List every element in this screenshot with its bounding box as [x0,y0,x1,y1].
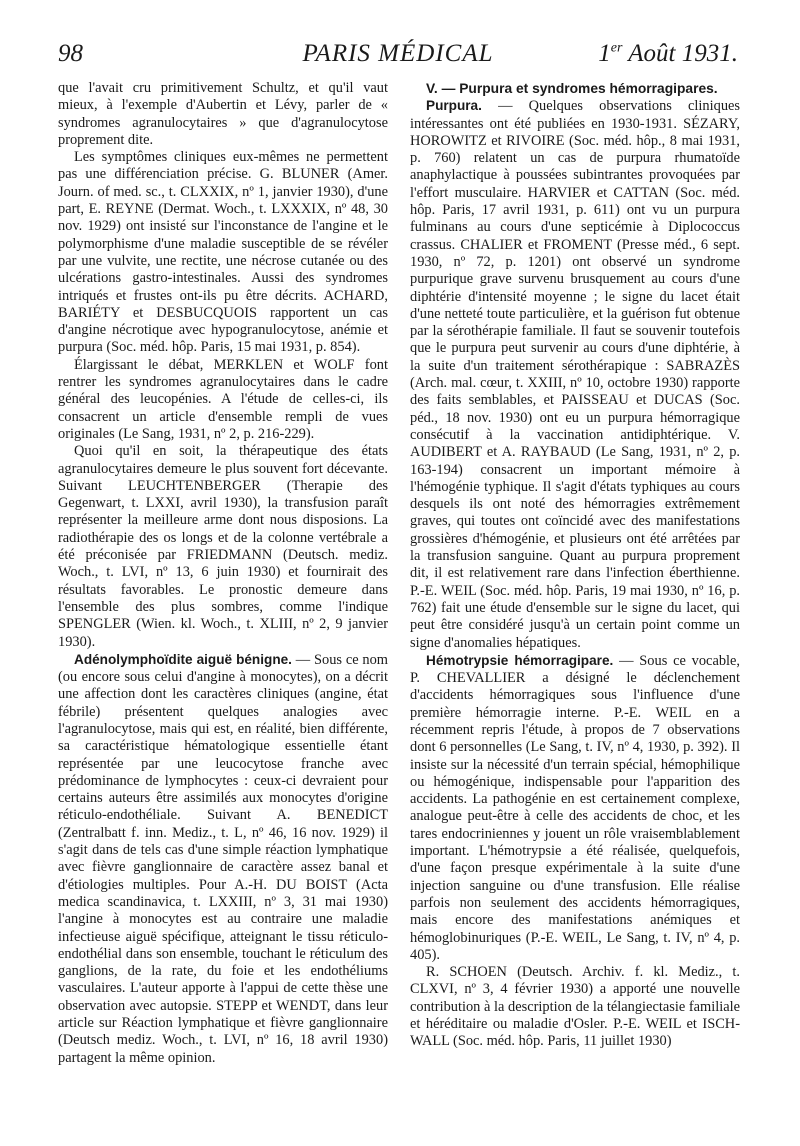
purpura-text: — Quelques observations cliniques intéressantes ont été publiées en 1930-1931. SÉZARY, HOROWITZ et RIVOIRE (Soc. méd. hôp., 8 mai 1931, p. 760) relatent un cas de purpura rhumatoïde anaphylactique à poussées subintrantes provoquées par l'effort musculaire. HARVIER et CATTAN (Soc. méd. hôp. Paris, 17 avril 1931, p. 611) ont vu un purpura fulminans au cours d'une septicémie à Diplococcus crassus. CHALIER et FROMENT (Presse méd., 6 sept. 1930, nº 72, p. 1201) ont observé un syndrome purpurique grave survenu brusquement au cours d'une diphtérie d'intensité moyenne ; le signe du lacet était d'une netteté toute particulière, et la guérison fut obtenue par la sérothérapie familiale. Il faut se souvenir toutefois que le purpura peut survenir au cours d'une diphtérie, à la suite d'un traitement sérothérapique : SABRAZÈS (Arch. mal. cœur, t. XXIII, nº 10, octobre 1930) rapporte des faits semblables, et PAISSEAU et DUCAS (Soc. péd., 18 nov. 1930) ont eu un purpura hémorragique consécutif à la vaccination antidiphtérique. V. AUDIBERT et A. RAYBAUD (Le Sang, 1931, nº 2, p. 163-194) consacrent un important mémoire à l'hémogénie typhique. Il s'agit d'états typhiques au cours desquels ils ont noté des hémorragies extrêmement graves, qui toutes ont coïncidé avec des manifestations grossières d'hémogénie, et plusieurs ont été arrêtées par la transfusion sanguine. Quant au purpura proprement dit, il est relativement rare dans l'infection éberthienne. P.-E. WEIL (Soc. méd. hôp. Paris, 19 mai 1930, nº 16, p. 762) fait une étude d'ensemble sur le signe du lacet, qui peut être considéré jusqu'à un certain point comme un signe d'anomalies hépatiques. [410,98,740,651]
left-column [58,80,388,1067]
journal-title: PARIS MÉDICAL [302,40,494,67]
issue-date [598,40,738,68]
paragraph-adenolymphoidite [58,651,388,1067]
paragraph-hemotrypsie [410,652,740,964]
page-number: 98 [58,40,83,67]
subheading-hemotrypsie: Hémotrypsie hémorragipare. [426,652,614,668]
running-header [58,40,738,74]
date-rest: Août 1931. [628,40,738,67]
paragraph-schoen: R. SCHOEN (Deutsch. Archiv. f. kl. Mediz., t. CLXVI, nº 3, 4 février 1930) a apporté une nouvelle contribution à la description de la télangiectasie familiale et héréditaire ou maladie d'Osler. P.-E. WEIL et ISCH-WALL (Soc. méd. hôp. Paris, 11 juillet 1930) [410,964,740,1050]
paragraph-therapeutique: Quoi qu'il en soit, la thérapeutique des états agranulocytaires demeure le plus souvent fort décevante. Suivant LEUCHTENBERGER (Therapie des Gegenwart, t. LXXI, avril 1930), la transfusion paraît représenter la meilleure arme dont nous disposions. La radiothérapie des os longs et de la colonne vertébrale a été préconisée par FRIEDMANN (Deutsch. mediz. Woch., t. LVI, nº 13, 6 juin 1930) et fournirait des résultats favorables. Le pronostic demeure dans l'ensemble des plus sombres, comme l'indique SPENGLER (Wien. kl. Woch., t. XLIII, nº 2, 9 janvier 1930). [58,443,388,650]
paragraph-agranulocytose: que l'avait cru primitivement Schultz, et qu'il vaut mieux, à l'exemple d'Aubertin et Lévy, parler de « syndromes agranulocytaires » que d'agranulocytose proprement dite. [58,80,388,148]
right-column [410,80,740,1051]
paragraph-purpura [410,97,740,652]
subheading-purpura: Purpura. [426,98,482,114]
subheading-adenolymphoidite: Adénolymphoïdite aiguë bénigne. [74,651,292,667]
section-title: V. — Purpura et syndromes hémorragipares. [426,81,718,96]
adenolymphoidite-text: — Sous ce nom (ou encore sous celui d'angine à monocytes), on a décrit une affection dont les caractères cliniques (angine, état fébrile) présentent quelques analogies avec l'agranulocytose, mais qui est, en réalité, bien différente, sa caractéristique hématologique essentielle étant représentée par une leucocytose franche avec prédominance de lymphocytes : ceux-ci devraient pour certains auteurs être assimilés aux monocytes d'origine réticulo-endothéliale. Suivant A. BENEDICT (Zentralbatt f. inn. Mediz., t. L, nº 46, 16 nov. 1929) il s'agit dans de tels cas d'une simple réaction lymphatique avec fièvre ganglionnaire de caractère assez banal et d'étiologies multiples. Pour A.-H. DU BOIST (Acta medica scandinavica, t. LXXIII, nº 3, 31 mai 1930) l'angine à monocytes est au contraire une maladie infectieuse aiguë spécifique, atteignant le tissu réticulo-endothélial dans son ensemble, touchant le réticulum des ganglions, de la rate, du foie et les endothéliums vasculaires. L'auteur apporte à l'appui de cette thèse une observation avec autopsie. STEPP et WENDT, dans leur article sur Réaction lymphatique et fièvre ganglionnaire (Deutsch mediz. Woch., t. LVI, nº 16, 18 avril 1930) partagent la même opinion. [58,651,388,1066]
date-day: 1 [598,40,611,67]
paragraph-leucopenies: Élargissant le débat, MERKLEN et WOLF font rentrer les syndromes agranulocytaires dans le cadre général des leucopénies. A l'étude de celles-ci, ils consacrent un article d'ensemble rempli de vues originales (Le Sang, 1931, nº 2, p. 216-229). [58,356,388,442]
paragraph-symptomes: Les symptômes cliniques eux-mêmes ne permettent pas une différenciation précise. G. BLUNER (Amer. Journ. of med. sc., t. CLXXIX, nº 1, janvier 1930), d'une part, E. REYNE (Dermat. Woch., t. LXXXIX, nº 48, 30 nov. 1929) ont insisté sur l'inconstance de l'angine et le polymorphisme d'une maladie susceptible de se révéler par une vulvite, une rectite, une nécrose cutanée ou des ulcérations gastro-intestinales. Aussi des syndromes intriqués et frustes ont-ils pu être décrits. ACHARD, BARIÉTY et DESBUCQUOIS rapportent un cas d'angine nécrotique avec hypogranulocytose, anémie et purpura (Soc. méd. hôp. Paris, 15 mai 1931, p. 854). [58,149,388,356]
hemotrypsie-text: — Sous ce vocable, P. CHEVALLIER a désigné le déclenchement d'accidents hémorragiques sous l'influence d'une première hémorragie interne. P.-E. WEIL en a récemment repris l'étude, à propos de 7 observations dont 6 personnelles (Le Sang, t. IV, nº 4, 1930, p. 392). Il insiste sur la nécessité d'un terrain spécial, hémophilique ou hémogénique, indispensable pour l'apparition des accidents. La pathogénie en est certainement complexe, analogue peut-être à celle des accidents de choc, et les tares endocriniennes y jouent un rôle vraisemblablement important. L'hémotrypsie a été réalisée, quelquefois, d'une façon presque expérimentale à la suite d'une injection sanguine ou d'une transfusion. Elle réalise parfois non seulement des accidents hémorragiques, mais encore des manifestations anémiques et hémoglobinuriques (P.-E. WEIL, Le Sang, t. IV, nº 4, p. 405). [410,652,741,963]
date-superscript: er [610,40,623,56]
